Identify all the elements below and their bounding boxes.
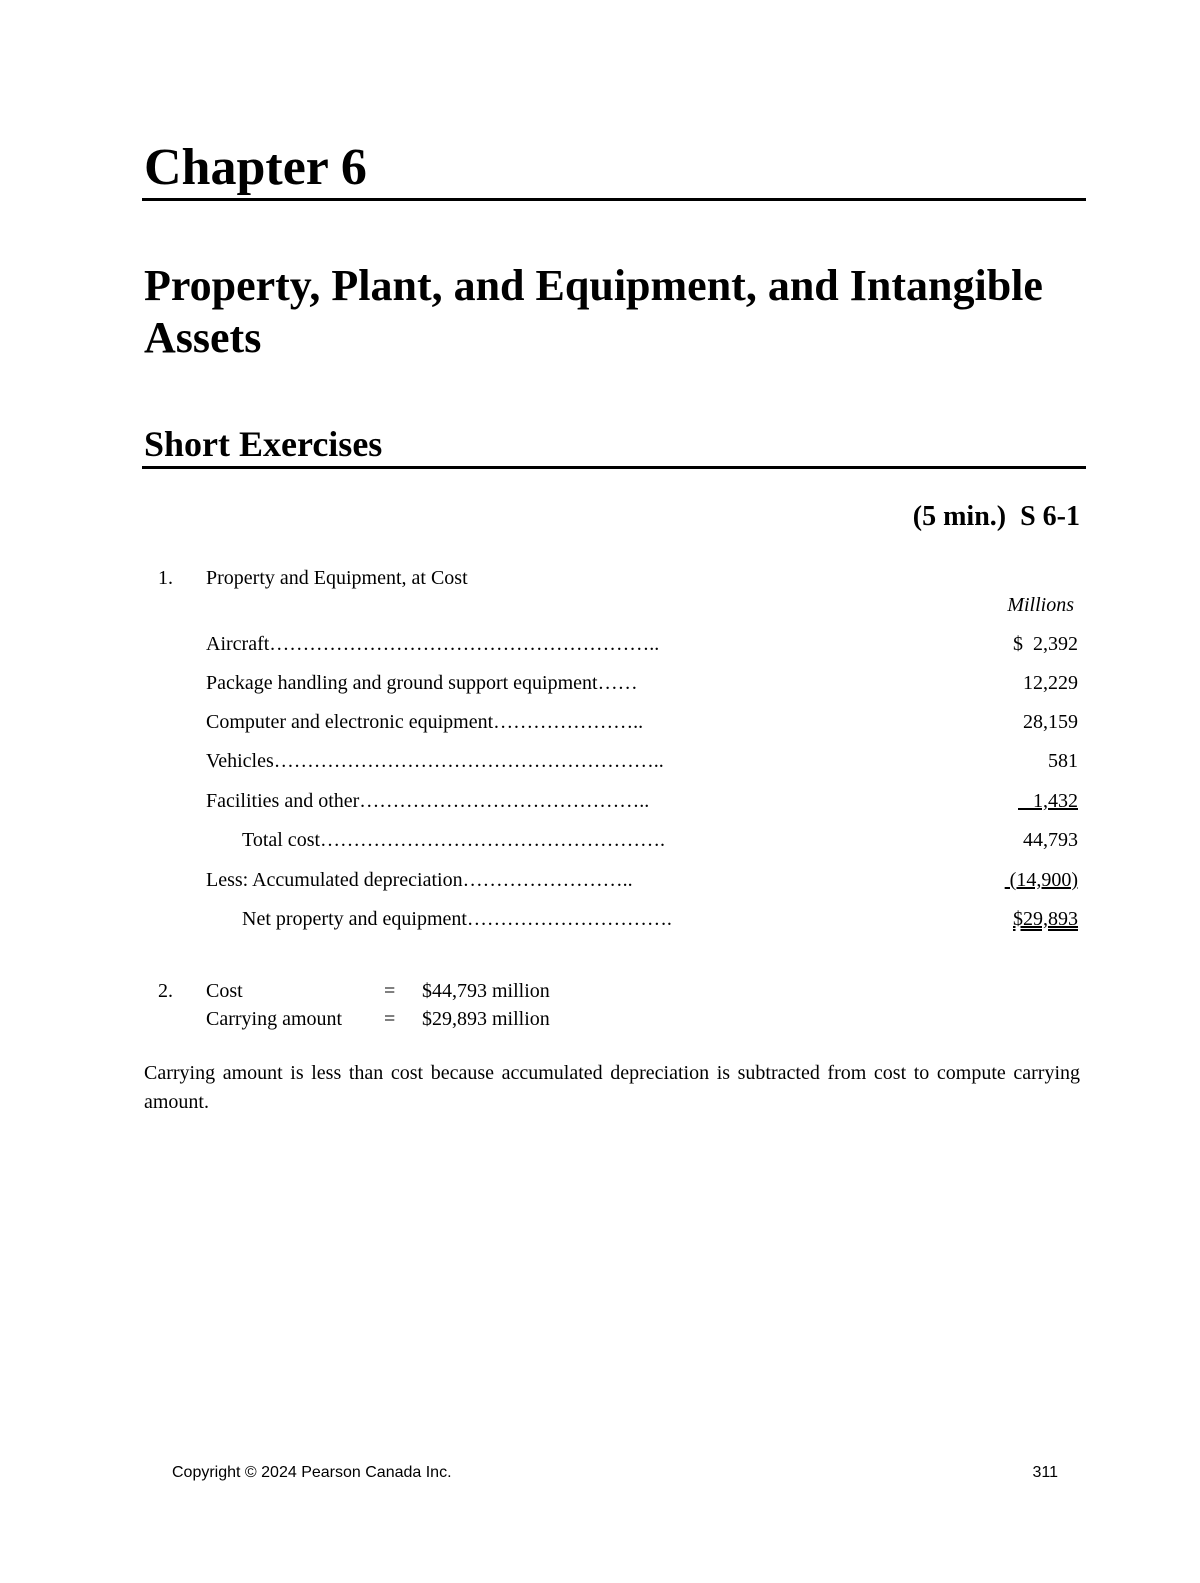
row-value: 28,159 — [1023, 711, 1078, 733]
row-label: Less: Accumulated depreciation…………………….. — [206, 869, 633, 891]
row-label: Net property and equipment…………………………. — [242, 908, 672, 930]
table-row — [206, 747, 1080, 775]
equation-label: Carrying amount — [206, 1008, 343, 1030]
exercise-label: (5 min.) S 6-1 — [912, 501, 1080, 532]
equation-line — [206, 1005, 806, 1033]
row-label: Facilities and other…………………………………….. — [206, 790, 650, 812]
chapter-subtitle: Property, Plant, and Equipment, and Intangible Assets — [144, 261, 1043, 362]
equation-line — [206, 977, 806, 1005]
equation-label: Cost — [206, 980, 243, 1002]
row-label: Package handling and ground support equipment…… — [206, 672, 638, 694]
table-row — [206, 866, 1080, 894]
table-row — [206, 787, 1080, 815]
table-row — [206, 669, 1080, 697]
equation-value: $29,893 million — [422, 1008, 550, 1030]
table-row — [206, 708, 1080, 736]
row-value: 12,229 — [1023, 672, 1078, 694]
equation-value: $44,793 million — [422, 980, 550, 1002]
row-value: 44,793 — [1023, 829, 1078, 851]
row-value: $29,893 — [1013, 908, 1078, 930]
table-row — [206, 630, 1080, 658]
row-label: Aircraft………………………………………………….. — [206, 633, 660, 655]
column-heading: Millions — [1007, 594, 1074, 616]
section-title: Short Exercises — [144, 424, 383, 464]
row-value: 581 — [1048, 750, 1078, 772]
equals-sign: = — [384, 1008, 396, 1030]
row-value: 1,432 — [1018, 790, 1078, 812]
explanation-paragraph: Carrying amount is less than cost because accumulated depreciation is subtracted from cost to compute carrying amount. — [144, 1062, 1080, 1113]
row-label: Total cost……………………………………………. — [242, 829, 666, 851]
row-label: Computer and electronic equipment………………….. — [206, 711, 644, 733]
table-heading: Property and Equipment, at Cost — [206, 567, 468, 589]
chapter-title-rule — [142, 198, 1086, 201]
row-label: Vehicles………………………………………………….. — [206, 750, 664, 772]
table-row-subtotal — [206, 826, 1080, 854]
equals-sign: = — [384, 980, 396, 1002]
row-value: (14,900) — [1004, 869, 1078, 891]
page-number: 311 — [1032, 1464, 1058, 1481]
equation-block — [206, 977, 806, 1033]
part2-number: 2. — [158, 980, 173, 1002]
copyright-notice: Copyright © 2024 Pearson Canada Inc. — [172, 1464, 452, 1481]
section-title-rule — [142, 466, 1086, 469]
chapter-title: Chapter 6 — [144, 139, 367, 196]
part1-number: 1. — [158, 567, 173, 589]
table-row-total — [206, 905, 1080, 933]
row-value: $ 2,392 — [1013, 633, 1078, 655]
